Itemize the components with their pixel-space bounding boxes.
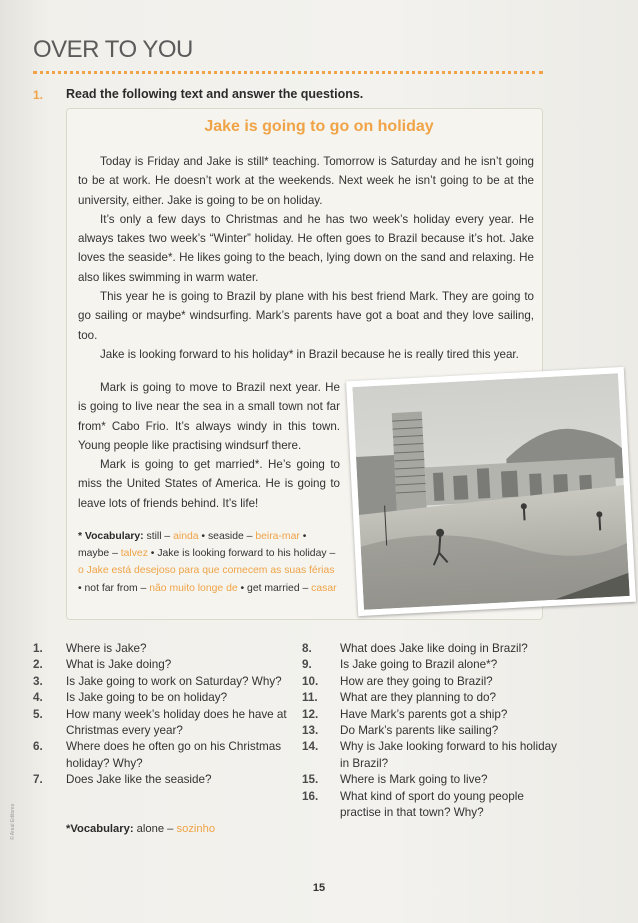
vocab-term: still [146, 531, 162, 542]
question-item [33, 657, 303, 673]
vocab-term: maybe [78, 548, 110, 560]
question-text: Does Jake like the seaside? [66, 773, 212, 787]
question-item [302, 723, 562, 739]
question-text: What does Jake like doing in Brazil? [340, 642, 528, 655]
question-text: Do Mark’s parents like sailing? [340, 724, 499, 738]
story-paragraph: Mark is going to get married*. He’s going to miss the United States of America. He is going to leave lots of friends behind. It’s life! [78, 458, 340, 510]
question-item [302, 707, 562, 723]
story-paragraph: It’s only a few days to Christmas and he has two week’s holiday every year. He always takes two week’s “Winter” holiday. He often goes to Brazil because it’s hot. Jake loves the seaside*. He likes going to the beach, lying down on the sand and relaxing. He also likes swimming in warm water. [78, 212, 534, 284]
vocabulary-label: * Vocabulary: [78, 531, 144, 542]
question-number: 1. [33, 642, 43, 655]
question-number: 13. [302, 724, 319, 738]
question-number: 8. [302, 642, 312, 655]
question-text: What are they planning to do? [340, 691, 496, 705]
question-text: How are they going to Brazil? [340, 674, 493, 688]
question-text: Where is Jake? [66, 642, 147, 655]
story-paragraph: Today is Friday and Jake is still* teaching. Tomorrow is Saturday and he isn’t going to be at work. He doesn’t work at the weekends. Next week he isn’t going to be at the university, either. Jake is going to be on holiday. [78, 155, 534, 207]
question-item [302, 789, 562, 822]
question-number: 11. [302, 691, 318, 705]
question-number: 4. [33, 691, 43, 705]
question-number: 7. [33, 773, 43, 787]
vocab-translation: não muito longe de [149, 582, 238, 594]
question-item [33, 739, 303, 772]
vocabulary-note: *Vocabulary: alone – sozinho [66, 823, 216, 835]
question-text: What kind of sport do young people practise in that town? Why? [340, 789, 524, 820]
exercise-instruction: Read the following text and answer the questions. [66, 87, 364, 101]
story-text-beside-photo [78, 378, 340, 513]
section-title: OVER TO YOU [33, 36, 193, 63]
vocab-term: not far from [84, 582, 138, 594]
questions-right-column [302, 641, 562, 821]
vocabulary-label: *Vocabulary: [66, 823, 134, 835]
question-item [302, 739, 562, 772]
questions-left-column [33, 641, 303, 789]
question-item [33, 674, 303, 690]
story-paragraph: Jake is looking forward to his holiday* in Brazil because he is really tired this year. [100, 347, 519, 361]
question-text: Where is Mark going to live? [340, 773, 488, 787]
vocab-translation: o Jake está desejoso para que comecem as suas férias [78, 565, 335, 577]
vocab-term: get married [247, 582, 300, 594]
question-item [302, 772, 562, 788]
question-item [302, 657, 562, 673]
publisher-credit: © Areal Editores [10, 803, 16, 840]
page-number: 15 [312, 882, 326, 894]
question-number: 5. [33, 707, 43, 721]
vocab-term: seaside [207, 531, 244, 542]
question-number: 15. [302, 773, 319, 787]
question-number: 14. [302, 740, 319, 754]
vocab-translation: ainda [173, 531, 199, 542]
story-paragraph: Mark is going to move to Brazil next year. He is going to live near the sea in a small town not far from* Cabo Frio. It’s always windy in this town. Young people like practising windsurf there. [78, 381, 340, 452]
vocab-term: alone [136, 823, 165, 835]
question-number: 10. [302, 674, 319, 688]
question-text: How many week’s holiday does he have at Christmas every year? [66, 707, 287, 738]
question-number: 2. [33, 658, 43, 672]
question-item [33, 772, 303, 788]
question-number: 16. [302, 789, 319, 803]
question-item [302, 641, 562, 657]
question-item [302, 674, 562, 690]
question-text: Why is Jake looking forward to his holiday in Brazil? [340, 740, 557, 770]
vocab-translation: sozinho [176, 823, 216, 835]
question-item [33, 707, 303, 740]
question-text: What is Jake doing? [66, 658, 172, 672]
story-title: Jake is going to go on holiday [204, 118, 434, 135]
question-item [33, 690, 303, 706]
question-number: 9. [302, 658, 312, 672]
question-text: Is Jake going to Brazil alone*? [340, 658, 498, 672]
beach-photo [346, 367, 636, 616]
exercise-number: 1. [33, 88, 44, 102]
question-text: Where does he often go on his Christmas holiday? Why? [66, 740, 282, 770]
question-item [302, 690, 562, 706]
vocab-term: Jake is looking forward to his holiday [157, 548, 327, 560]
question-item [33, 641, 303, 657]
question-number: 6. [33, 740, 43, 754]
question-text: Is Jake going to work on Saturday? Why? [66, 674, 282, 688]
question-number: 3. [33, 674, 43, 688]
beach-photo-image [352, 373, 629, 610]
vocab-translation: casar [311, 582, 337, 594]
vocab-translation: beira-mar [255, 531, 300, 542]
question-text: Is Jake going to be on holiday? [66, 691, 228, 705]
question-text: Have Mark’s parents got a ship? [340, 707, 508, 721]
vocab-translation: talvez [120, 548, 148, 560]
story-text [78, 152, 534, 364]
question-number: 12. [302, 707, 319, 721]
vocabulary-box: * Vocabulary: still – ainda • seaside – beira-mar • maybe – talvez • Jake is looking forward to his holiday – o Jake está desejoso para que comecem as suas férias • not far from – não muito longe de • get married – casar [78, 531, 337, 594]
dotted-divider [33, 71, 543, 74]
story-paragraph: This year he is going to Brazil by plane with his best friend Mark. They are going to go sailing or maybe* windsurfing. Mark’s parents have got a boat and they love sailing, too. [78, 290, 534, 342]
